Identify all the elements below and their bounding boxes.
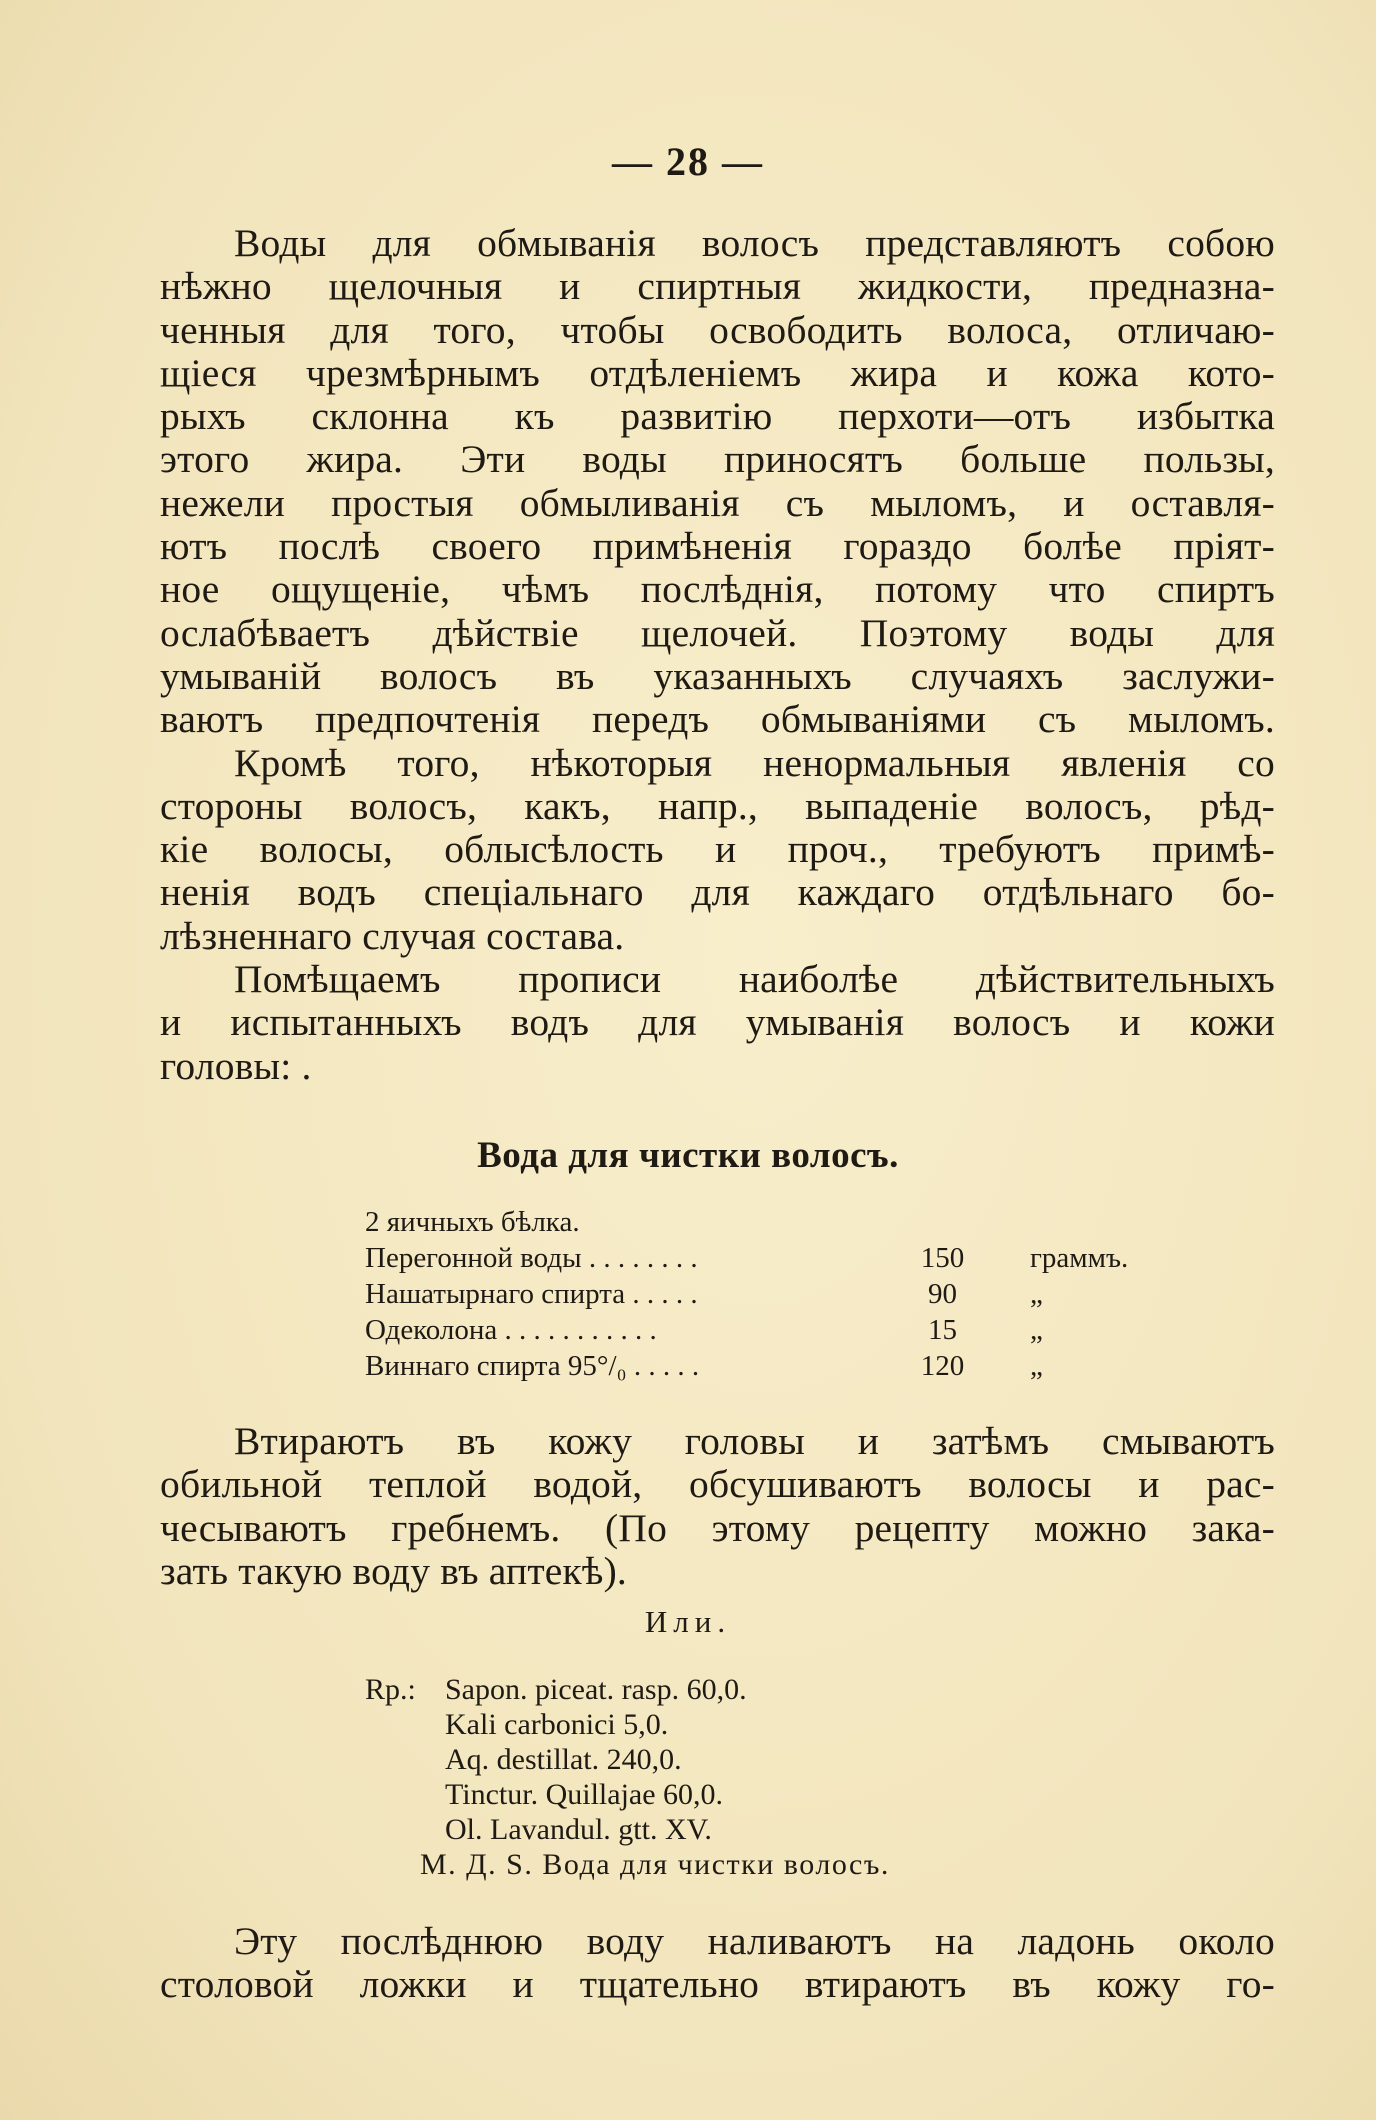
text-line: чесываютъ гребнемъ. (По этому рецепту можно зака-: [160, 1505, 1275, 1550]
prescription-ingredient: Tinctur. Quillajae 60,0.: [445, 1778, 724, 1811]
recipe-row: [365, 1240, 1165, 1276]
text-line: умываній волосъ въ указанныхъ случаяхъ заслужи-: [160, 653, 1275, 698]
prescription-row: [365, 1707, 1165, 1742]
text-line: Кромѣ того, нѣкоторыя ненормальныя явленія со: [234, 740, 1275, 785]
prescription-row: [365, 1777, 1165, 1812]
text-line: нежели простыя обмыливанія съ мыломъ, и оставля-: [160, 480, 1275, 525]
prescription-signature: M. Д. S. Вода для чистки волосъ.: [420, 1848, 890, 1881]
intro-text: [160, 222, 1275, 1088]
or-label: Или.: [644, 1604, 732, 1639]
ingredient-name: 2 яичныхъ бѣлка.: [365, 1206, 580, 1238]
prescription-row: [365, 1742, 1165, 1777]
text-line: ваютъ предпочтенія передъ обмываніями съ мыломъ.: [160, 697, 1275, 742]
prescription-ingredient: Sapon. piceat. rasp. 60,0.: [445, 1673, 747, 1706]
text-line: ютъ послѣ своего примѣненія гораздо болѣе пріят-: [160, 524, 1275, 569]
final-text: [160, 1920, 1275, 2007]
text-line: столовой ложки и тщательно втираютъ въ кожу го-: [160, 1962, 1275, 2007]
text-line: стороны волосъ, какъ, напр., выпаденіе волосъ, рѣд-: [160, 783, 1275, 828]
recipe-row: [365, 1276, 1165, 1312]
prescription-prefix: Rp.:: [365, 1673, 416, 1706]
recipe-row: [365, 1312, 1165, 1348]
prescription-ingredient: Ol. Lavandul. gtt. XV.: [445, 1813, 712, 1846]
text-line: зать такую воду въ аптекѣ).: [160, 1548, 627, 1593]
text-line: ное ощущеніе, чѣмъ послѣднія, потому что спиртъ: [160, 567, 1275, 612]
text-line: Воды для обмыванія волосъ представляютъ собою: [234, 221, 1275, 265]
ingredient-name: Перегонной воды . . . . . . . .: [365, 1242, 698, 1274]
ingredient-unit: „: [1030, 1278, 1043, 1310]
text-line: Помѣщаемъ прописи наиболѣе дѣйствительныхъ: [234, 957, 1275, 1002]
text-line: лѣзненнаго случая состава.: [160, 913, 625, 958]
usage-text: [160, 1420, 1275, 1593]
text-line: Эту послѣднюю воду наливаютъ на ладонь около: [234, 1919, 1275, 1963]
ingredient-quantity: 150: [920, 1242, 965, 1274]
prescription-row: [365, 1812, 1165, 1847]
text-line: ченныя для того, чтобы освободить волоса, отличаю-: [160, 307, 1275, 352]
ingredient-unit: „: [1030, 1314, 1043, 1346]
text-line: ослабѣваетъ дѣйствіе щелочей. Поэтому воды для: [160, 610, 1275, 655]
text-line: нѣжно щелочныя и спиртныя жидкости, предназна-: [160, 264, 1275, 309]
recipe-row: [365, 1204, 1165, 1240]
text-line: кіе волосы, облысѣлость и проч., требуютъ примѣ-: [160, 827, 1275, 872]
text-line: ненія водъ спеціальнаго для каждаго отдѣльнаго бо-: [160, 870, 1275, 915]
ingredient-quantity: 120: [920, 1350, 965, 1382]
text-line: и испытанныхъ водъ для умыванія волосъ и кожи: [160, 1000, 1275, 1045]
prescription: [365, 1672, 1165, 1882]
recipe-ingredients: [365, 1204, 1165, 1384]
text-line: обильной теплой водой, обсушиваютъ волосы и рас-: [160, 1462, 1275, 1507]
ingredient-unit: граммъ.: [1030, 1242, 1129, 1274]
text-line: рыхъ склонна къ развитію перхоти—отъ избытка: [160, 394, 1275, 439]
prescription-ingredient: Kali carbonici 5,0.: [445, 1708, 669, 1741]
ingredient-unit: „: [1030, 1350, 1043, 1382]
ingredient-name: Нашатырнаго спирта . . . . .: [365, 1278, 698, 1310]
recipe-row: [365, 1348, 1165, 1384]
text-line: головы: .: [160, 1043, 312, 1088]
ingredient-quantity: 90: [928, 1278, 957, 1310]
prescription-row: [365, 1847, 1165, 1882]
text-line: щіеся чрезмѣрнымъ отдѣленіемъ жира и кожа кото-: [160, 350, 1275, 395]
ingredient-name: Виннаго спирта 95°/₀ . . . . .: [365, 1350, 700, 1382]
ingredient-name: Одеколона . . . . . . . . . . .: [365, 1314, 657, 1346]
prescription-row: [365, 1672, 1165, 1707]
ingredient-quantity: 15: [928, 1314, 957, 1346]
page-number: — 28 —: [612, 139, 764, 184]
text-line: этого жира. Эти воды приносятъ больше пользы,: [160, 437, 1275, 482]
prescription-ingredient: Aq. destillat. 240,0.: [445, 1743, 682, 1776]
text-line: Втираютъ въ кожу головы и затѣмъ смываютъ: [234, 1419, 1275, 1463]
recipe-title: Вода для чистки волосъ.: [477, 1135, 899, 1176]
